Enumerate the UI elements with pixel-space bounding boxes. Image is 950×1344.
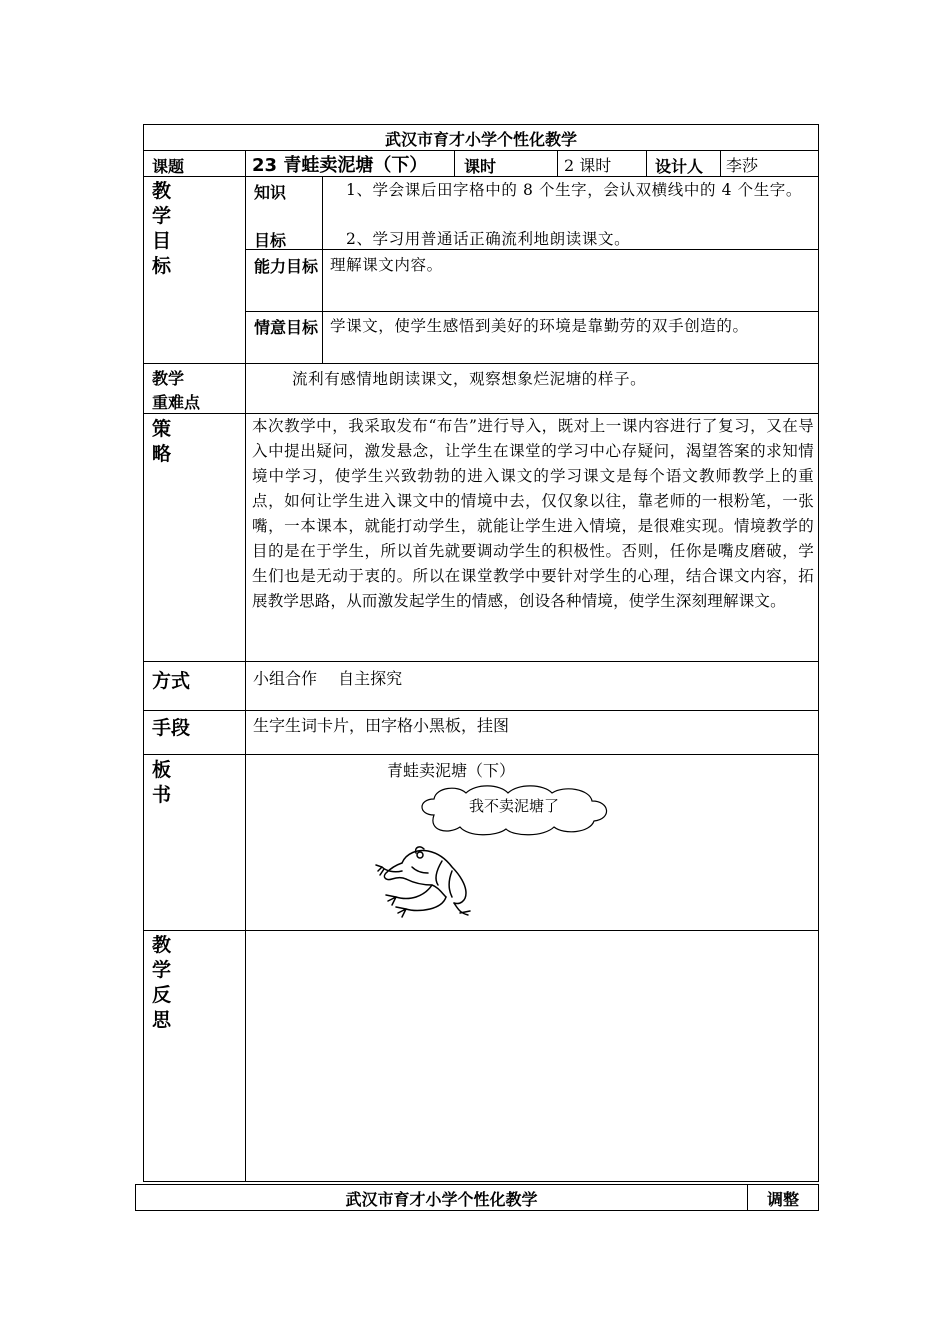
knowledge-label-cont: 目标 bbox=[254, 231, 287, 250]
board-label: 板书 bbox=[152, 759, 172, 806]
knowledge-goal-1: 1、学会课后田字格中的 8 个生字，会认双横线中的 4 个生字。 bbox=[346, 181, 802, 199]
strategy-text: 本次教学中，我采取发布“布告”进行导入，既对上一课内容进行了复习，又在导入中提出疑问，激发悬念，让学生在课堂的学习中心存疑问，渴望答案的求知情境中学习，使学生兴致勃勃的进入课文的学习课文是每个语文教师教学上的重点，如何让学生进入课文中的情境中去，仅仅象以往，靠老师的一根粉笔，一张嘴，一本课本，就能打动学生，就能让学生进入情境，是很难实现。情境教学的目的是在于学生，所以首先就要调动学生的积极性。否则，任你是嘴皮磨破，学生们也是无动于衷的。所以在课堂教学中要针对学生的心理，结合课文内容，拓展教学思路，从而激发起学生的情感，创设各种情境，使学生深刻理解课文。 bbox=[252, 417, 814, 610]
footer-row bbox=[135, 1184, 819, 1211]
knowledge-goal-2: 2、学习用普通话正确流利地朗读课文。 bbox=[346, 230, 631, 248]
emotion-label: 情意目标 bbox=[254, 318, 319, 337]
footer-school-title: 武汉市育才小学个性化教学 bbox=[345, 1190, 538, 1209]
reflection-label: 教学反思 bbox=[152, 934, 172, 1031]
method-text: 小组合作 自主探究 bbox=[253, 669, 403, 688]
row-divider bbox=[245, 311, 818, 312]
column-divider bbox=[322, 176, 323, 363]
adjust-label: 调整 bbox=[766, 1190, 799, 1209]
column-divider bbox=[245, 150, 246, 1181]
period-label: 课时 bbox=[464, 157, 497, 176]
ability-goal: 理解课文内容。 bbox=[330, 256, 443, 274]
key-points-text: 流利有感情地朗读课文，观察想象烂泥塘的样子。 bbox=[292, 370, 647, 388]
lesson-plan-table bbox=[143, 124, 819, 1182]
knowledge-label: 知识 bbox=[254, 183, 287, 202]
designer-label: 设计人 bbox=[655, 157, 704, 176]
means-label: 手段 bbox=[152, 717, 191, 739]
key-points-label: 教学 bbox=[152, 369, 185, 388]
school-title: 武汉市育才小学个性化教学 bbox=[384, 130, 577, 149]
topic-label: 课题 bbox=[152, 157, 185, 176]
designer-value: 李莎 bbox=[726, 156, 759, 175]
bubble-text: 我不卖泥塘了 bbox=[468, 797, 559, 815]
method-label: 方式 bbox=[152, 670, 191, 692]
column-divider bbox=[720, 150, 721, 176]
objectives-label: 教学目标 bbox=[152, 180, 172, 277]
board-title: 青蛙卖泥塘（下） bbox=[387, 761, 516, 780]
frog-icon bbox=[372, 841, 476, 921]
emotion-goal: 学课文，使学生感悟到美好的环境是靠勤劳的双手创造的。 bbox=[330, 317, 749, 335]
strategy-label: 策略 bbox=[152, 418, 172, 465]
column-divider bbox=[557, 150, 558, 176]
period-value: 2 课时 bbox=[564, 156, 612, 175]
means-text: 生字生词卡片，田字格小黑板，挂图 bbox=[253, 716, 510, 735]
column-divider bbox=[454, 150, 455, 176]
ability-label: 能力目标 bbox=[254, 257, 319, 276]
key-points-label-cont: 重难点 bbox=[152, 393, 201, 412]
column-divider bbox=[646, 150, 647, 176]
topic-value: 23 青蛙卖泥塘（下） bbox=[252, 155, 428, 176]
